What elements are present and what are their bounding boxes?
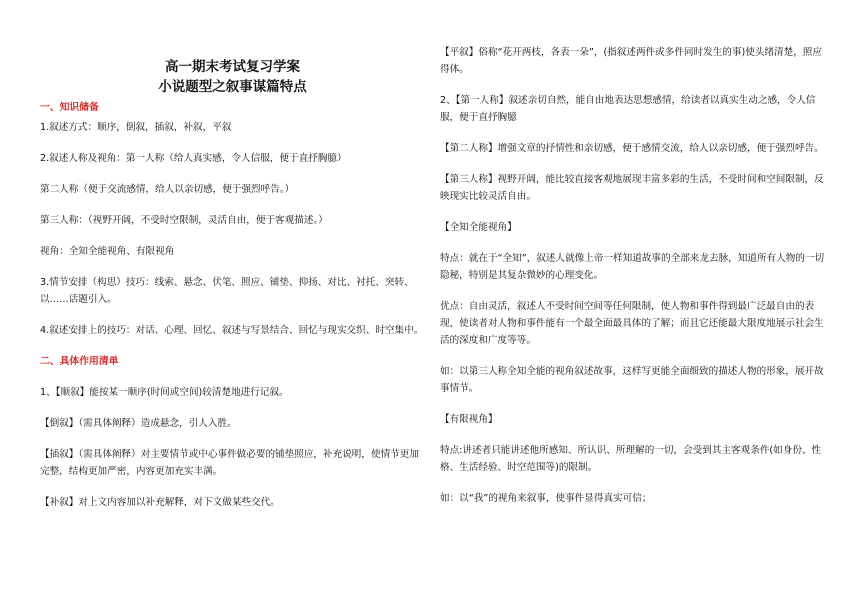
left-column (40, 0, 425, 511)
paragraph: 3.情节安排（构思）技巧：线索、悬念、伏笔、照应、铺垫、抑扬、对比、衬托、突转、以……话题引入。 (40, 277, 414, 305)
paragraph: 【第三人称】视野开阔，能比较直接客观地展现丰富多彩的生活，不受时间和空间限制，反映现实比较灵活自由。 (440, 174, 824, 202)
paragraph: 【第二人称】增强文章的抒情性和亲切感，便于感情交流，给人以亲切感，便于强烈呼告。 (440, 143, 824, 154)
right-column (440, 0, 825, 507)
paragraph: 第三人称：（视野开阔，不受时空限制，灵活自由，便于客观描述。） (40, 215, 328, 226)
paragraph: 2.叙述人称及视角：第一人称（给人真实感，令人信服，便于直抒胸臆） (40, 153, 347, 164)
paragraph: 优点：自由灵活，叙述人不受时间空间等任何限制，使人物和事件得到最广泛最自由的表现，使读者对人物和事件能有一个最全面最具体的了解；而且它还能最大限度地展示社会生活的深度和广度等等。 (440, 301, 824, 346)
section-heading-knowledge: 一、知识储备 (40, 102, 99, 113)
page-title: 高一期末考试复习学案 (165, 59, 300, 75)
subheading-omniscient-view: 【全知全能视角】 (440, 222, 517, 233)
paragraph: 【倒叙】（需具体阐释）造成悬念，引人入胜。 (40, 418, 237, 429)
page-subtitle: 小说题型之叙事谋篇特点 (158, 79, 307, 95)
section-heading-effects: 二、具体作用清单 (40, 356, 119, 367)
paragraph: 特点:讲述者只能讲述他所感知、所认识、所理解的一切，会受到其主客观条件(如身份、性格、生活经验、时空范围等)的限制。 (440, 445, 822, 473)
paragraph: 4.叙述安排上的技巧：对话、心理、回忆、叙述与写景结合、回忆与现实交织、时空集中。 (40, 325, 424, 336)
subheading-limited-view: 【有限视角】 (440, 414, 498, 425)
paragraph: 如：以第三人称全知全能的视角叙述故事，这样写更能全面细致的描述人物的形象，展开故事情节。 (440, 366, 824, 394)
paragraph: 1.叙述方式：顺序，倒叙，插叙，补叙，平叙 (40, 122, 232, 133)
paragraph: 【补叙】对上文内容加以补充解释，对下文做某些交代。 (40, 497, 280, 508)
paragraph: 2、【第一人称】叙述亲切自然，能自由地表达思想感情，给读者以真实生动之感，令人信服，便于直抒胸臆 (440, 95, 816, 123)
paragraph: 视角：全知全能视角、有限视角 (40, 246, 175, 257)
paragraph: 第二人称（便于交流感情，给人以亲切感，便于强烈呼告。） (40, 184, 295, 195)
paragraph: 如：以“我”的视角来叙事，使事件显得真实可信； (440, 493, 652, 504)
paragraph: 【插叙】（需具体阐释）对主要情节或中心事件做必要的铺垫照应，补充说明，使情节更加完整，结构更加严密，内容更加充实丰满。 (40, 449, 419, 477)
paragraph: 特点：就在于“全知”，叙述人就像上帝一样知道故事的全部来龙去脉，知道所有人物的一切隐秘，特别是其复杂微妙的心理变化。 (440, 253, 825, 281)
paragraph: 1、【顺叙】能按某一顺序(时间或空间)较清楚地进行记叙。 (40, 387, 289, 398)
paragraph: 【平叙】俗称“花开两枝，各表一朵”，(指叙述两件或多件同时发生的事)使头绪清楚，照应得体。 (440, 47, 822, 75)
